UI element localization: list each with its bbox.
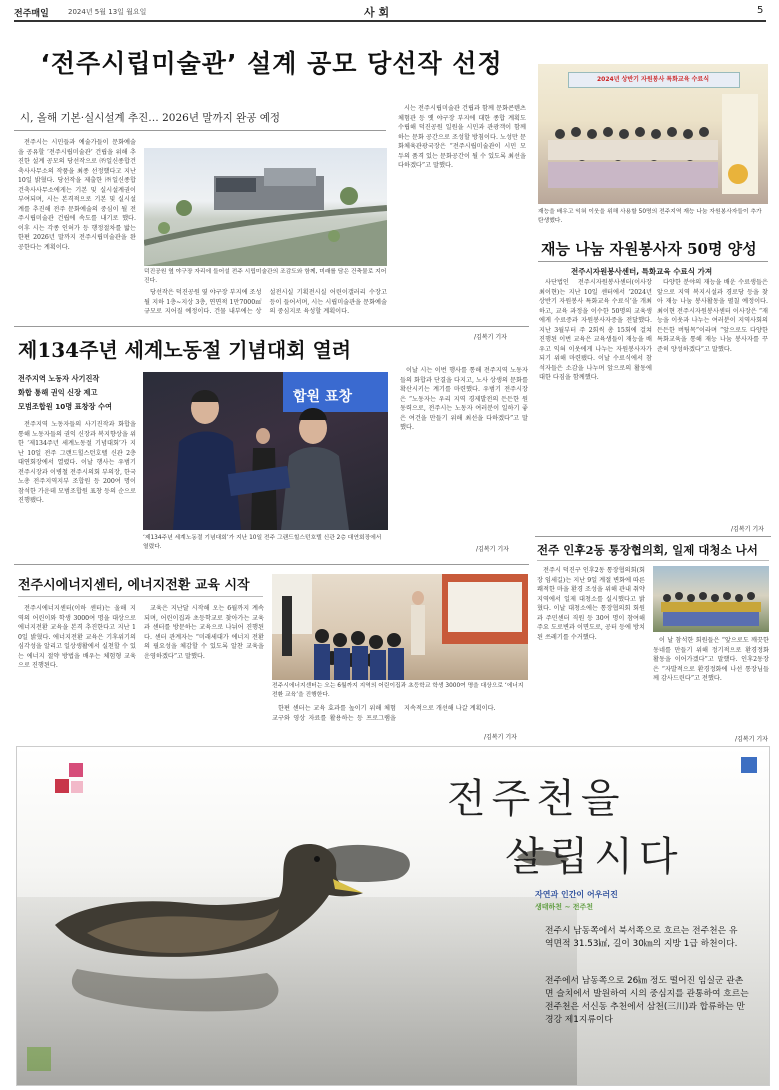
page-number: 5 [757,5,764,16]
headline-volunteer: 재능 나눔 자원봉사자 50명 양성 [541,240,757,258]
energy-body-col3: 한편 센터는 교육 효과를 높이기 위해 체험 교구와 영상 자료를 활용하는 등 프로그램을 지속적으로 개선해 나갈 계획이다. [272,705,496,722]
article-energy [14,564,529,744]
volunteer-banner: 2024년 상반기 자원봉사 특화교육 수료식 [597,76,709,83]
article-volunteer [535,26,771,538]
campaign-ad [16,746,770,1086]
museum-body-col3: 시는 전주시립미술관 건립과 함께 문화콘텐츠 체험관 등 옛 야구장 부지에 대한 종합 계획도 수립해 덕진공원 일원을 시민과 관광객이 함께하는 문화 공간으로 조성할 방침이다. 노성만 문화체육관광국장은 “전주시립미술관이 시민 모두의 품격 있는 문화공간이 될 수 있도록 최선을 다하겠다”고 말했다. [398,105,526,169]
energy-photo-caption: 전주시에너지센터는 오는 6월까지 지역의 어린이집과 초등학교 학생 3000여 명을 대상으로 ‘에너지전환 교육’을 진행한다. [272,683,524,698]
labor-body-col2: 이날 시는 이번 행사를 통해 전주지역 노동자들의 화합과 단결을 다지고, 노사 상생의 문화를 확산시키는 계기를 마련했다. 우범기 전주시장은 “노동자는 우리 지역 경제발전의 든든한 원동력으로, 전주시는 노동자 여러분이 일하기 좋은 여건을 만들기 위해 최선을 다하겠다”고 말했다. [400,367,528,431]
museum-byline: /김복기 기자 [474,334,507,341]
energy-class-photo [272,574,528,680]
deck-line-3: 모범조합원 10명 표창장 수여 [18,402,112,411]
labor-byline: /김복기 기자 [476,546,509,553]
subhead-volunteer: 전주시자원봉사센터, 특화교육 수료식 가져 [571,267,713,276]
headline-labor-day: 제134주년 세계노동절 기념대회 열려 [18,338,352,362]
header-rule [14,20,766,22]
headline-energy: 전주시에너지센터, 에너지전환 교육 시작 [18,578,250,593]
museum-rendering-photo [144,148,387,266]
deck-line-2: 화합 통해 권익 신장 제고 [18,388,98,397]
section-name: 사 회 [364,6,390,19]
campaign-tagline-2: 생태하천 ~ 전주천 [535,903,594,911]
museum-building-illustration [144,148,387,266]
labor-deck [18,372,136,414]
museum-body-col1: 전주시는 시민들과 예술가들이 문화예술을 공유할 ‘전주시립미술관’ 건립을 위해 추진한 설계 공모의 당선작으로 ㈜일신종합건축사사무소의 작품을 최종 선정했다고 지난 10일 밝혔다. 당선작을 제출한 ㈜일신종합건축사사무소에게는 기본 및 실시설계권이 부여되며, 시는 본격적으로 기본 및 실시설계를 추진해 전주 문화예술의 중심이 될 전주시립미술관 건립에 속도를 내기로 했다. 이후 시는 각종 인허가 등 행정절차를 밟는 한편 2026년 말까지 전주시립미술관을 완공한다는 계획이다. [18,139,136,251]
campaign-title-line1: 전주천을 [447,776,626,822]
newspaper-name: 전주매일 [14,9,49,19]
cleanup-group-illustration [653,566,769,632]
museum-body-col2: 당선작은 덕진공원 옆 야구장 부지에 조성될 지하 1층~지상 3층, 연면적 1만7000㎡ 규모로 지어질 예정이다. 건물 내부에는 상설전시실 기획전시실 어린이갤러리 수장고 등이 들어서며, 시는 시립미술관을 문화예술의 중심지로 육성할 계획이다. [144,289,387,315]
campaign-tagline-1: 자연과 인간이 어우러진 [535,890,618,899]
cleanup-body-col1: 전주시 덕진구 인후2동 통장협의회(회장 임세길)는 지난 9일 계절 변화에 따른 쾌적한 마을 환경 조성을 위해 관내 취약지역에서 일제 대청소를 실시했다고 밝혔다. 이날 대청소에는 통장협의회 회원과 주민센터 직원 등 30여 명이 참여해 주요 도로변과 이면도로, 공터 등에 방치된 쓰레기를 수거했다. [537,567,645,641]
group-people-illustration [538,64,768,204]
volunteer-group-photo [538,64,768,204]
headline-museum: ‘전주시립미술관’ 설계 공모 당선작 선정 [40,49,503,78]
energy-class-illustration [272,574,528,680]
volunteer-body-col2: 다양한 분야의 재능을 배운 수료생들은 앞으로 지역 복지시설과 경로당 등을 찾아 재능 나눔 봉사활동을 펼칠 예정이다. 최이현 전주시자원봉사센터 이사장은 “재능을 이웃과 나누는 여러분이 지역사회의 든든한 버팀목”이라며 “앞으로도 다양한 특화교육을 통해 재능 나눔 봉사자를 꾸준히 양성하겠다”고 말했다. [657,279,768,353]
cleanup-body-col2: 이 날 참석한 회원들은 “앞으로도 깨끗한 동네를 만들기 위해 정기적으로 환경정화 활동을 이어가겠다”고 말했다. 인후2동장은 “자발적으로 환경정화에 나선 통장님들께 감사드린다”고 전했다. [653,637,769,682]
energy-body-col1: 전주시에너지센터(이하 센터)는 올해 지역의 어린이와 학생 3000여 명을 대상으로 에너지전환 교육을 본격 추진한다고 지난 10일 밝혔다. 에너지전환 교육은 기후위기의 심각성을 알리고 일상생활에서 실천할 수 있는 에너지 절약 방법을 배우는 체험형 교육으로 진행된다. [18,605,136,669]
cleanup-byline: /김복기 기자 [735,736,768,743]
labor-photo-caption: ‘제134주년 세계노동절 기념대회’가 지난 10일 전주 그랜드힐스턴호텔 신관 2층 대연회장에서 열렸다. [143,535,382,550]
labor-body-col1: 전주지역 노동자들의 사기진작과 화합을 통해 노동자들의 권익 신장과 복지향상을 위한 ‘제134주년 세계노동절 기념대회’가 지난 10일 전주 그랜드힐스턴호텔 신관 2층 대연회장에서 열렸다. 이날 행사는 우범기 전주시장과 이병철 전주시의회 부의장, 한국노총 전주지역지부 조합원 등 200여 명이 참석한 가운데 모범조합원 표창 등의 순으로 진행됐다. [18,421,136,504]
article-museum [14,26,529,346]
award-ceremony-illustration [143,372,388,530]
campaign-title-line2: 살립시다 [505,834,684,880]
article-labor-day [14,326,529,558]
deck-line-1: 전주지역 노동자 사기진작 [18,374,100,383]
cleanup-group-photo [653,566,769,632]
volunteer-body-col1: 사단법인 전주시자원봉사센터(이사장 최이현)는 지난 10일 센터에서 ‘2024년 상반기 자원봉사 특화교육 수료식’을 개최하고, 교육 과정을 이수한 50명의 교육생에게 수료증과 자원봉사자증을 전달했다. 지난 3월부터 주 2회씩 총 15회에 걸쳐 진행된 이번 교육은 교육생들이 재능을 배우고 익혀 이웃에게 나누는 자원봉사자가 되기 위해 마련됐다. 이날 수료식에서 참석자들은 소감을 나누며 앞으로의 활동에 대한 다짐을 함께했다. [539,279,652,381]
volunteer-photo-caption: 재능을 배우고 익혀 이웃을 위해 사용할 50명의 전주지역 재능 나눔 자원봉사자들이 추가 탄생했다. [538,209,762,224]
issue-date: 2024년 5월 13일 월요일 [68,8,147,16]
subhead-museum: 시, 올해 기본·실시설계 추진… 2026년 말까지 완공 예정 [20,112,280,124]
campaign-para-1: 전주시 남동쪽에서 북서쪽으로 흐르는 전주천은 유역면적 31.53㎢, 길이 30㎞의 지방 1급 하천이다. [545,926,738,949]
article-cleanup [535,536,771,744]
award-sign: 합원 표창 [293,389,352,405]
page-header [14,4,766,20]
headline-cleanup: 전주 인후2동 통장협의회, 일제 대청소 나서 [537,543,758,557]
energy-body-col2: 교육은 지난달 시작해 오는 6월까지 계속되며, 어린이집과 초등학교로 찾아가는 교육과 센터를 방문하는 교육으로 나뉘어 진행된다. 센터 관계자는 “미래세대가 에너지 전환의 필요성을 체감할 수 있도록 알찬 교육을 운영하겠다”고 말했다. [144,605,264,660]
duck-scene-illustration [17,747,769,1085]
volunteer-byline: /김복기 기자 [731,526,764,533]
campaign-para-2: 전주에서 남동쪽으로 26㎞ 정도 떨어진 임실군 관촌면 슬치에서 발원하여 시의 중심지를 관통하여 흐르는 전주천은 서신동 추천에서 삼천(三川)과 합류하는 만경강 제1지류이다 [545,976,749,1025]
labor-award-photo [143,372,388,530]
energy-byline: /김복기 기자 [484,734,517,741]
museum-photo-caption: 덕진공원 옆 야구장 자리에 들어설 전주 시립미술관의 조감도와 함께, 미래를 담은 건축물로 지어진다. [144,269,387,284]
